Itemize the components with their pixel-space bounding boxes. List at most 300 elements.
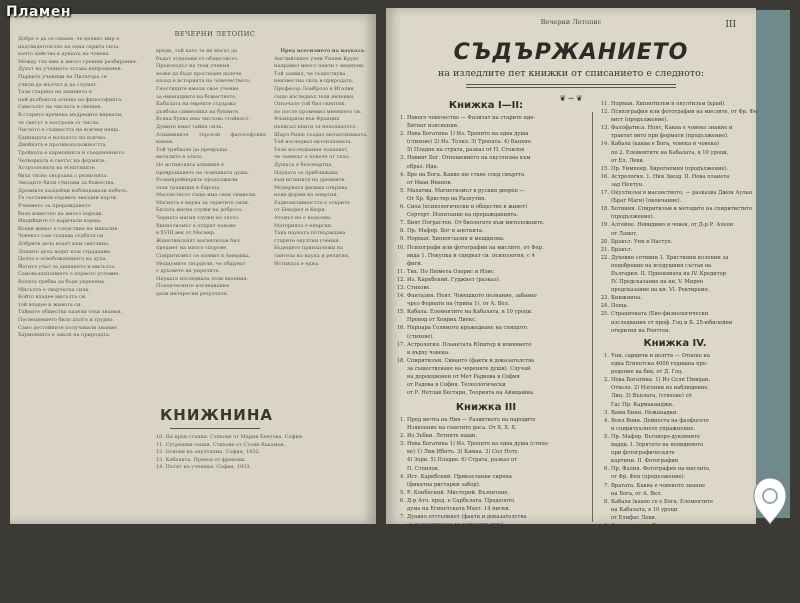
toc-entry-title: Книжнина.: [611, 295, 642, 302]
site-logo-icon: [742, 470, 798, 530]
toc-entry-number: 14.: [396, 293, 405, 300]
text-line: Звездите били считани за божества.: [18, 180, 116, 187]
text-line: Всеки живот е следствие на миналия.: [18, 225, 120, 232]
text-line: Модерната физика открива: [274, 184, 348, 191]
text-line: 13. Кабалата. Превод от френски.: [156, 456, 247, 463]
toc-entry-number: [596, 401, 611, 409]
toc-entry: [596, 360, 752, 368]
toc-entry-title: предсказание на кн. VI. Ректираме.: [611, 287, 710, 294]
toc-entry: [392, 513, 588, 521]
toc-entry-title: Из Зъбки. Летните наши.: [407, 433, 477, 440]
toc-entry: [596, 100, 752, 108]
toc-entry-title: Астрология. 1. Ния Звезд. II. Нова планета: [611, 173, 730, 180]
toc-entry: [392, 440, 588, 448]
toc-entry-title: Превод от Хенрих Лиекс.: [407, 317, 477, 324]
toc-entry-title: Пр. Мафор. Включване на свитте.: [407, 546, 501, 553]
running-header: ВЕЧЕРНИ ЛЕТОПИС: [174, 30, 256, 38]
toc-entry: [596, 294, 752, 302]
toc-entry-title: Стихове.: [407, 284, 431, 291]
toc-entry: [392, 357, 588, 365]
toc-entry: [392, 448, 588, 456]
toc-entry-number: [596, 490, 611, 498]
toc-entry-title: и спиритуалното упражнение.: [611, 425, 696, 432]
text-line: Кабалата на евреите съдържа: [156, 101, 236, 108]
toc-entry-title: От Хр. Кристер на Разпутин.: [407, 195, 487, 202]
book-notes: [156, 434, 366, 472]
toc-entry: [392, 416, 588, 424]
toc-entry: [596, 230, 752, 238]
toc-entry-number: [392, 333, 407, 341]
toc-entry-title: при фотографическите: [611, 450, 675, 457]
text-line: от Бекерел и Кюри.: [274, 207, 327, 214]
text-line: Думите имат тайна сила.: [156, 123, 223, 130]
toc-entry-title: Кабала (какво се е Бога. Елементите: [611, 498, 714, 505]
toc-entry-number: 3.: [400, 155, 405, 162]
toc-entry-number: [596, 197, 611, 205]
toc-entry-title: и върху човека.: [407, 349, 450, 356]
toc-entry-number: [392, 424, 407, 432]
text-line: Масонството също има свои символи.: [156, 192, 257, 199]
toc-entry-number: [596, 562, 611, 570]
toc-entry-title: Ист. Каркбский. Прикоелание сирена: [407, 473, 512, 480]
toc-entry-title: разкази на 2. Мачи на числата.: [611, 595, 699, 602]
toc-entry-title: по 2. Елементите на Кабалата, в 10 уроци,: [611, 149, 729, 156]
toc-entry-number: 4.: [400, 171, 405, 178]
toc-list-book-4: [596, 352, 752, 603]
toc-entry-number: [596, 116, 611, 124]
text-line: Но истинската алхимия е: [156, 161, 225, 168]
toc-entry-number: [392, 179, 407, 187]
toc-entry-title: Мистикарии. Магнетизмът в руския дворец: [407, 530, 528, 537]
toc-entry: [596, 465, 752, 473]
toc-entry: [596, 409, 752, 417]
toc-entry-number: [596, 278, 611, 286]
text-line: Фламарион във Франция: [274, 116, 340, 123]
toc-entry-title: Психография или фотографии на мислите, от Фр. Фе-: [611, 109, 759, 116]
toc-entry-title: Духовни сетивни 1. Християни колонии за: [611, 254, 729, 261]
toc-entry-number: 18.: [396, 357, 405, 364]
toc-entry-number: [596, 368, 611, 376]
toc-entry-title: Отражения на Бесоте.: [611, 522, 673, 529]
toc-entry-title: (стихове) 2) Из. Толко. 3) Тропата. 4) Вапхно.: [407, 139, 533, 146]
toc-entry: [392, 219, 588, 227]
toc-entry-number: [392, 456, 407, 464]
text-line: Посвещението било дълго и трудно.: [18, 316, 115, 323]
toc-entry-number: 17.: [600, 190, 609, 197]
toc-entry-title: образ. Ида.: [407, 163, 439, 170]
toc-entry: [392, 432, 588, 440]
text-line: Материята е енергия.: [274, 222, 333, 229]
text-line: В старите времена мъдреците вярвали,: [18, 111, 123, 118]
text-line: Лошите дела водят към страдание.: [18, 248, 112, 255]
toc-entry-number: [596, 425, 611, 433]
toc-entry-title: (фикатна ристарки забор).: [407, 481, 481, 488]
toc-entry: [392, 316, 588, 324]
toc-entry-title: (Брат Маги) (окончание).: [611, 198, 682, 205]
toc-entry-title: Алгейне. Невидимо и човек, от Д-р Р. Алеон: [611, 222, 734, 229]
toc-entry: [596, 278, 752, 286]
toc-entry-title: Ботиния. Спиритизъм и методите на спиритистите: [611, 206, 753, 213]
toc-entry: [596, 140, 752, 148]
toc-entry-title: подобрение на вседушния състав на: [611, 262, 712, 269]
toc-entry-title: чрез Форвати на (трина 1), от А. Вел.: [407, 301, 510, 308]
text-line: нови форми на енергия.: [274, 192, 339, 199]
toc-entry: [596, 165, 752, 173]
ornament-icon: ❦ ─ ❦: [559, 94, 583, 103]
text-line: Самовъзпитанието е първото условие.: [18, 271, 120, 278]
toc-entry-title: на Бога, от А. Вел.: [611, 490, 662, 497]
toc-entry-number: 3.: [604, 409, 609, 416]
toc-entry-number: [596, 360, 611, 368]
text-line: Истината е една.: [274, 260, 320, 267]
text-line: Той трябвало да превръща: [156, 146, 227, 153]
toc-entry-number: [596, 579, 611, 587]
toc-entry-title: 4) Зори. 5) Пладне. 6) Страта, разказ от: [407, 457, 517, 464]
toc-entry-title: Фантазия. Ноят. Човешкото познание, забавно: [407, 293, 537, 300]
toc-entry: [392, 268, 588, 276]
toc-entry-title: ве) 1) Лин Ибнтъ. 3) Камна. 3) Сол Ноту.: [407, 449, 520, 456]
toc-entry: [596, 482, 752, 490]
toc-entry-title: Норман. Хипноглазия и мешдизма.: [407, 236, 505, 243]
toc-entry-title: Психографи или фотографии на мислите, от Фер.: [407, 244, 544, 251]
text-line: с духовете на умрелите.: [156, 268, 221, 275]
toc-entry: [596, 538, 752, 546]
toc-entry: [596, 157, 752, 165]
toc-entry-number: [596, 270, 611, 278]
toc-entry: [392, 389, 588, 397]
toc-entry: [392, 179, 588, 187]
text-line: Добре е да се схване, че целият мир е: [18, 36, 120, 42]
toc-entry-title: Нова Богатина 1) Из. Тропите на една душа: [407, 131, 529, 138]
toc-entry-number: 14.: [600, 587, 609, 594]
left-page: [10, 14, 376, 524]
toc-entry-number: 4.: [400, 473, 405, 480]
toc-entry-title: Бре на Бога. Какво ще стане след смъртта: [407, 171, 525, 178]
toc-entry: [392, 497, 588, 505]
text-line: Атомът не е неделим.: [274, 215, 332, 222]
text-line: Радиоактивността е открита: [274, 199, 350, 206]
toc-entry-title: Поща.: [611, 303, 629, 310]
toc-entry-number: 13.: [600, 125, 609, 132]
toc-entry-title: Кабала. Елементите на Кабалата, в 10 уроци.: [407, 309, 533, 316]
toc-entry: [596, 514, 752, 522]
toc-entry: [392, 260, 588, 268]
toc-entry-number: [392, 521, 407, 529]
toc-entry-title: вида 1. Покупка и сциднат си. психология, с 4: [407, 252, 535, 259]
text-line: Първите ученици на Питагора се: [18, 73, 107, 80]
page-title: СЪДЪРЖАНИЕТО: [453, 40, 689, 65]
text-line: Така науката потвърждава: [274, 230, 346, 237]
toc-entry-number: 8.: [400, 530, 405, 537]
text-line: Древните халдейци наблюдавали небето.: [18, 187, 128, 194]
toc-entry-number: 17.: [396, 341, 405, 348]
toc-entry: [392, 130, 588, 138]
toc-entry-number: [392, 138, 407, 146]
text-line: Отначало той бил скептик,: [274, 101, 347, 108]
toc-entry: [392, 537, 588, 545]
toc-entry-number: 3.: [400, 441, 405, 448]
text-line: металите в злато.: [156, 154, 204, 161]
toc-entry-title: вадци. I. Зорятото на невидимото: [611, 442, 704, 449]
toc-entry-number: [392, 365, 407, 373]
toc-entry-number: [596, 384, 611, 392]
text-line: Бъдещето принадлежи на: [274, 245, 344, 252]
toc-entry-title: Окултизъм в масонството, — разказва Джон Аулан: [611, 190, 753, 197]
toc-entry-number: 15.: [600, 165, 609, 172]
toc-entry: [392, 373, 588, 381]
toc-entry-number: 1.: [604, 353, 609, 359]
text-line: че светът е построен от числа.: [18, 119, 100, 126]
toc-entry-number: 15.: [396, 309, 405, 316]
text-line: Професор Ломброзо в Италия: [274, 85, 354, 92]
text-line: Който владее мисълта си,: [18, 294, 87, 301]
toc-entry-title: на Кабалата, в 10 уроци: [611, 506, 678, 513]
text-line: предмет на много спорове.: [156, 245, 228, 252]
toc-entry-number: 14.: [600, 141, 609, 148]
toc-entry-number: [596, 514, 611, 522]
toc-entry-title: Ароиа.: [611, 531, 630, 538]
text-line: Човекът сам създава съдбата си.: [18, 233, 105, 240]
toc-entry: [392, 529, 588, 537]
toc-entry-number: 2.: [400, 433, 405, 440]
text-line: която действа в душата на човека.: [18, 51, 111, 58]
toc-entry: [596, 401, 752, 409]
toc-entry-title: Из. Каркбский. Гуджнет (разказ).: [407, 276, 501, 283]
toc-entry-number: 24.: [600, 303, 609, 310]
toc-entry-number: [596, 132, 611, 140]
toc-entry: [596, 221, 752, 229]
toc-entry: [392, 308, 588, 316]
toc-entry-number: 16.: [600, 173, 609, 180]
toc-entry: [392, 521, 588, 529]
toc-entry: [392, 211, 588, 219]
toc-entry: [392, 324, 588, 332]
toc-entry-number: [392, 163, 407, 171]
toc-entry-title: Вами Бини. Нежанадки.: [611, 409, 679, 416]
toc-entry-number: 12.: [600, 109, 609, 116]
toc-entry-title: от Иван Иванов.: [407, 179, 452, 186]
text-line: Науката изследвала тези явления.: [156, 275, 249, 282]
text-line: за еманациите на божеството.: [156, 93, 237, 100]
text-line: 14. Пътят на ученика. София, 1933.: [156, 464, 252, 471]
toc-entry-number: [392, 505, 407, 513]
toc-entry-title: фиги.: [407, 260, 423, 267]
toc-entry-title: разказ на Мист. 1. Изстим: [611, 587, 685, 594]
text-line: също изследвал тези явления.: [274, 93, 355, 100]
toc-entry-number: 8.: [604, 498, 609, 505]
text-line: Смисълът на числата е свещен.: [18, 104, 103, 111]
toc-entry-number: 18.: [600, 206, 609, 213]
toc-entry-number: 22.: [600, 254, 609, 261]
toc-entry-title: Спиритизъм и методите на спири-: [611, 555, 706, 562]
toc-entry-number: [596, 449, 611, 457]
toc-entry-title: тистите, от Д-р Р. Алеон: [611, 563, 679, 570]
toc-entry: [392, 465, 588, 473]
page-subtitle: на изледлите пет книжки от списанието е следното:: [437, 68, 705, 79]
text-line: Индийците го наричали карма.: [18, 218, 102, 225]
toc-entry: [596, 319, 752, 327]
toc-entry-number: 12.: [600, 555, 609, 562]
toc-entry-number: 1.: [400, 115, 405, 121]
toc-entry-number: 9.: [400, 236, 405, 243]
toc-entry-number: [596, 286, 611, 294]
toc-list-book-1-2: [392, 114, 588, 397]
toc-entry-title: изследвания от проф. Гоц и Б. 25-юбилейни: [611, 319, 733, 326]
text-line: Черната магия служи на злото.: [156, 215, 240, 222]
text-line: Тройката е хармонията и съединението.: [18, 149, 126, 156]
text-line: че човекът е повече от тяло.: [274, 154, 351, 161]
toc-entry-number: 13.: [600, 571, 609, 578]
toc-entry: [392, 195, 588, 203]
toc-entry-number: [596, 546, 611, 554]
toc-entry: [596, 302, 752, 310]
toc-entry-title: открития на Рентген.: [611, 327, 671, 334]
toc-entry-title: Пред мечта на Ния — Развитието на народите: [407, 417, 536, 423]
toc-entry-number: 6.: [400, 204, 405, 211]
toc-entry-number: [596, 457, 611, 465]
toc-entry-number: [596, 392, 611, 400]
toc-entry-title: България. II. Прионяната на IV. Кредитор: [611, 270, 727, 277]
text-line: дълбока символика на буквите.: [156, 108, 240, 115]
toc-entry-number: [392, 316, 407, 324]
toc-entry-number: 4.: [604, 417, 609, 424]
toc-entry-number: 20.: [600, 238, 609, 245]
toc-entry-title: от Р. Нетлав Бестарн, Теорията на Айнщайна.: [407, 390, 535, 397]
toc-entry-title: Р. Конбоский. Мистерий. Възпитане.: [407, 489, 510, 496]
toc-entry: [596, 352, 752, 360]
toc-entry-title: картини. II. Фотографии: [611, 458, 679, 465]
text-line: Алхимиците търсели философския камък.: [156, 131, 266, 146]
heading-rule: [170, 428, 260, 429]
text-line: тази традиция в Европа.: [156, 184, 222, 191]
book-heading-3: Книжка III: [455, 402, 517, 413]
toc-entry-title: Пр. Уимпеер. Хирогномия (продължение).: [611, 165, 729, 172]
toc-entry: [596, 457, 752, 465]
toc-entry: [392, 505, 588, 513]
toc-entry: [392, 235, 588, 243]
text-column-3: [274, 48, 372, 268]
text-line: Английският учен Уилям Крукс: [274, 55, 360, 62]
toc-entry: [596, 197, 752, 205]
toc-entry-title: Воял Воин. Дейноста на фалфосете: [611, 417, 709, 424]
toc-entry: [596, 262, 752, 270]
toc-entry-title: Бият Пограстен. От биологите към митоложните.: [407, 220, 545, 227]
toc-entry-title: Гас Пр. Кармаканджи.: [611, 401, 674, 408]
text-line: Мисълта е творческа сила.: [18, 286, 90, 293]
text-line: Духът на учението остава непроменен.: [18, 66, 123, 73]
toc-entry: [392, 546, 588, 554]
toc-entry-number: [392, 211, 407, 219]
text-line: Спиритизмът се появил в Америка.: [156, 253, 251, 260]
toc-entry: [392, 187, 588, 195]
toc-entry-title: 5) Пладне на страта, разказ от П. Стоилов: [407, 147, 525, 154]
toc-entry-title: IV. Предсказание на кн. V. Мирен: [611, 279, 704, 286]
toc-entry: [392, 456, 588, 464]
text-line: Животинският магнетизъм бил: [156, 237, 240, 244]
watermark: Пламен: [6, 4, 72, 20]
toc-entry-number: 11.: [600, 101, 609, 107]
text-line: направил много опити с медиуми.: [274, 63, 365, 70]
toc-entry-number: 11.: [396, 268, 405, 275]
toc-entry-title: (стихове).: [407, 333, 434, 340]
toc-entry: [596, 522, 752, 530]
toc-entry-number: [392, 252, 407, 260]
toc-entry: [392, 227, 588, 235]
toc-entry: [596, 189, 752, 197]
text-line: той владее и живота си.: [18, 301, 82, 308]
toc-entry: [596, 124, 752, 132]
toc-entry-title: Нового човечество — Фалитат на старите иде-: [407, 115, 536, 121]
cover-edge: [754, 10, 790, 518]
toc-entry-title: една Египетска 4000 годишна пре-: [611, 361, 708, 368]
toc-entry: [596, 238, 752, 246]
toc-list-book-3: [392, 416, 588, 554]
toc-entry: [596, 554, 752, 562]
toc-entry-number: 9.: [400, 546, 405, 553]
book-heading-4: Книжка IV.: [643, 338, 707, 349]
text-line: Целта е освобождението на духа.: [18, 256, 107, 263]
text-line: Хипнотизмът е открит наново: [156, 222, 236, 229]
toc-entry: [596, 441, 752, 449]
toc-entry: [392, 122, 588, 130]
text-line: Розенкройцерите продължили: [156, 177, 238, 184]
text-line: старите окултни учения.: [274, 237, 341, 244]
toc-entry: [596, 116, 752, 124]
toc-entry-number: [392, 195, 407, 203]
toc-entry-title: Нова Богатина. 1) Из Селн Пмидан.: [611, 377, 711, 384]
toc-entry: [392, 473, 588, 481]
toc-entry: [392, 154, 588, 162]
text-line: синтеза на наука и религия.: [274, 253, 350, 260]
toc-entry: [596, 173, 752, 181]
toc-entry-number: [596, 181, 611, 189]
toc-entry-number: 2.: [604, 377, 609, 384]
toc-entry: [596, 579, 752, 587]
toc-entry: [392, 365, 588, 373]
toc-entry-title: дума на Египетската Махт. 14 ниски.: [407, 506, 511, 513]
text-line: Произходът на тези учения: [156, 63, 230, 70]
toc-entry: [596, 376, 752, 384]
toc-entry-title: Астрология. Планетата Юпитер и влиянието: [407, 341, 532, 348]
toc-entry-number: [392, 381, 407, 389]
text-line: Единицата е началото на всичко.: [18, 134, 107, 141]
text-line: Всяка буква има числова стойност.: [156, 116, 250, 123]
toc-entry-number: 7.: [604, 482, 609, 489]
toc-entry-number: 19.: [600, 222, 609, 229]
text-line: 10. На кръв стъпки. Стихове от Мария Бентова. София.: [156, 434, 304, 440]
toc-entry-title: Сила (психологически и общество в живот): [407, 204, 528, 211]
toc-entry-title: Страничката (Био-физиологически: [611, 311, 709, 318]
toc-entry-number: [596, 230, 611, 238]
text-line: 12. Основи на окултизма. София, 1932.: [156, 449, 261, 456]
column-divider: [592, 112, 593, 522]
toc-entry: [392, 203, 588, 211]
toc-entry-title: Нова Богатина 1) Из. Тропите на една душа (стихо-: [407, 441, 550, 448]
toc-entry-title: и сунодални пр. II. Сагрика.: [611, 579, 689, 586]
section-heading-knizhnina: КНИЖНИНА: [160, 406, 273, 424]
toc-entry: [392, 489, 588, 497]
toc-entry-number: [392, 122, 407, 130]
toc-entry-number: [392, 448, 407, 456]
text-line: най-дълбоката основа на философията.: [18, 96, 123, 103]
toc-entry: [596, 149, 752, 157]
toc-entry-title: Изявление на съветите раса. От Х. Х. Х.: [407, 425, 517, 432]
toc-entry-number: 1.: [400, 417, 405, 423]
toc-entry-title: Д-р Атл. пред. е Сарбелата. Пределото: [407, 497, 515, 504]
text-line: Йогите учат за дишането и мисълта.: [18, 263, 116, 270]
text-line: Науката се приближава: [274, 169, 338, 176]
text-line: към истините на древните.: [274, 177, 346, 184]
